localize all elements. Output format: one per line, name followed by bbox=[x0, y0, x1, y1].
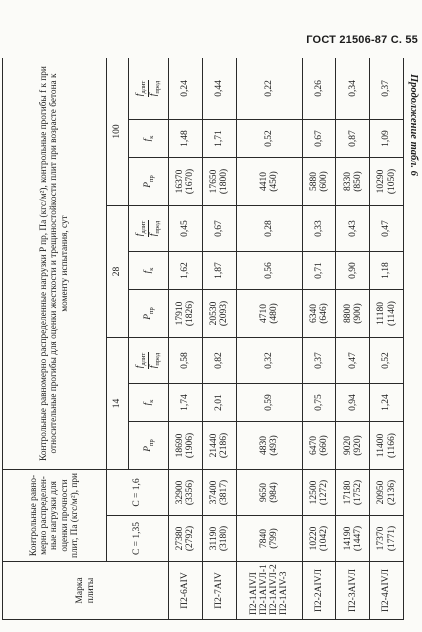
plate-mark-line: П2-6AIV bbox=[180, 572, 191, 609]
control-load-28-value: 6340 bbox=[308, 304, 319, 323]
deflection-14: 0,59 bbox=[236, 384, 302, 422]
control-load-14 bbox=[370, 422, 404, 470]
plate-mark-line: П2-7AIV bbox=[214, 572, 225, 609]
control-load-28 bbox=[169, 290, 203, 338]
ratio-fraction-100 bbox=[136, 80, 162, 98]
control-load-14-kgf: (493) bbox=[269, 435, 280, 456]
relative-deflection-100: 0,34 bbox=[336, 58, 370, 120]
ratio-num-100 bbox=[136, 80, 149, 98]
plate-mark-line: П2-1AIV-3 bbox=[279, 571, 290, 615]
control-load-14 bbox=[202, 422, 236, 470]
table-row bbox=[236, 58, 302, 620]
load-c135 bbox=[370, 516, 404, 562]
control-load-100-kgf: (600) bbox=[318, 171, 329, 192]
page-header: ГОСТ 21506-87 С. 55 bbox=[306, 34, 418, 46]
f-symbol-28-sub: к bbox=[147, 267, 155, 271]
deflection-28: 1,18 bbox=[370, 252, 404, 290]
ratio-den-base-100: f bbox=[149, 93, 159, 97]
f-symbol-100-base: f bbox=[142, 138, 153, 142]
relative-deflection-28: 0,28 bbox=[236, 206, 302, 252]
control-load-100-value: 8330 bbox=[342, 172, 353, 191]
control-load-100 bbox=[302, 158, 336, 206]
load-c135-kgf: (3180) bbox=[219, 525, 230, 552]
control-load-100 bbox=[202, 158, 236, 206]
f-symbol-100 bbox=[143, 136, 153, 142]
load-c16 bbox=[336, 470, 370, 516]
deflection-100: 1,09 bbox=[370, 120, 404, 158]
ratio-fraction-14 bbox=[136, 352, 162, 370]
relative-deflection-14: 0,52 bbox=[370, 338, 404, 384]
header-mark: Марка плиты bbox=[3, 562, 169, 620]
control-load-28 bbox=[236, 290, 302, 338]
control-load-100 bbox=[370, 158, 404, 206]
header-load-strength-text: Контрольные равно-мерно распределен-ные нагрузки для оценки прочности плит, Па (кгс/м²), при bbox=[29, 473, 80, 558]
plate-mark-line: П2-1AIVЛ-2 bbox=[269, 564, 280, 615]
control-load-28-kgf: (480) bbox=[269, 303, 280, 324]
plate-mark bbox=[236, 562, 302, 620]
control-load-100-kgf: (1670) bbox=[185, 168, 196, 195]
plate-mark-line: П2-2AIVЛ bbox=[313, 569, 324, 612]
header-ratio-100 bbox=[129, 58, 169, 120]
header-age-28: 28 bbox=[107, 206, 129, 338]
relative-deflection-28: 0,47 bbox=[370, 206, 404, 252]
f-symbol-14 bbox=[143, 400, 153, 406]
control-load-100-value: 10290 bbox=[376, 169, 387, 194]
control-load-14 bbox=[169, 422, 203, 470]
p-symbol-28-sub: пр bbox=[147, 307, 155, 314]
load-c135-value: 17370 bbox=[376, 526, 387, 551]
load-c135-kgf: (1447) bbox=[352, 525, 363, 552]
deflection-14: 2,01 bbox=[202, 384, 236, 422]
f-symbol-14-sub: к bbox=[147, 399, 155, 403]
header-age-14: 14 bbox=[107, 338, 129, 470]
control-load-28-value: 20530 bbox=[208, 301, 219, 326]
control-load-100-value: 17650 bbox=[208, 169, 219, 194]
ratio-num-sub-14: длит bbox=[139, 352, 147, 366]
ratio-num-base-28: f bbox=[134, 233, 145, 237]
control-load-14-value: 6470 bbox=[308, 436, 319, 455]
control-load-28 bbox=[370, 290, 404, 338]
control-load-28-kgf: (900) bbox=[352, 303, 363, 324]
f-symbol-14-base: f bbox=[142, 402, 153, 406]
plate-mark-line: П2-1AIVЛ-1 bbox=[258, 564, 269, 615]
control-load-100-value: 16370 bbox=[175, 169, 186, 194]
control-load-100-kgf: (850) bbox=[352, 171, 363, 192]
table-row bbox=[336, 58, 370, 620]
load-c16-kgf: (3817) bbox=[219, 479, 230, 506]
plate-mark bbox=[169, 562, 203, 620]
p-symbol-28 bbox=[143, 307, 153, 320]
f-symbol-28 bbox=[143, 268, 153, 274]
p-symbol-14-sub: пр bbox=[147, 439, 155, 446]
control-load-28-kgf: (646) bbox=[318, 303, 329, 324]
ratio-num-sub-28: длит bbox=[139, 220, 147, 234]
table-row bbox=[202, 58, 236, 620]
control-load-14 bbox=[236, 422, 302, 470]
control-load-14-value: 18690 bbox=[175, 433, 186, 458]
plate-mark-line: П2-4AIVЛ bbox=[381, 569, 392, 612]
load-c16-kgf: (3356) bbox=[185, 479, 196, 506]
rotated-table-frame bbox=[2, 58, 404, 620]
control-load-28-value: 4710 bbox=[258, 304, 269, 323]
table-row bbox=[370, 58, 404, 620]
plate-mark bbox=[336, 562, 370, 620]
load-c135-value: 14190 bbox=[342, 526, 353, 551]
header-ratio-14 bbox=[129, 338, 169, 384]
table-row bbox=[302, 58, 336, 620]
p-symbol-28-base: P bbox=[142, 313, 153, 320]
relative-deflection-14: 0,82 bbox=[202, 338, 236, 384]
load-c16-kgf: (2136) bbox=[386, 479, 397, 506]
control-load-28-value: 8800 bbox=[342, 304, 353, 323]
ratio-den-base-14: f bbox=[149, 365, 159, 369]
control-load-28-kgf: (2093) bbox=[219, 300, 230, 327]
load-c135-value: 31190 bbox=[208, 526, 219, 551]
load-c16-value: 37400 bbox=[208, 480, 219, 505]
control-load-14 bbox=[302, 422, 336, 470]
control-load-100 bbox=[236, 158, 302, 206]
control-load-100 bbox=[169, 158, 203, 206]
control-load-28-value: 11180 bbox=[376, 301, 387, 326]
control-load-28 bbox=[202, 290, 236, 338]
control-load-14 bbox=[336, 422, 370, 470]
control-load-14-kgf: (2186) bbox=[219, 432, 230, 459]
control-load-14-kgf: (660) bbox=[318, 435, 329, 456]
load-c135 bbox=[202, 516, 236, 562]
control-load-14-value: 9020 bbox=[342, 436, 353, 455]
header-load-strength bbox=[3, 470, 107, 562]
ratio-den-base-28: f bbox=[149, 233, 159, 237]
plate-mark bbox=[370, 562, 404, 620]
control-load-14-value: 4830 bbox=[258, 436, 269, 455]
load-c16-value: 17180 bbox=[342, 480, 353, 505]
f-symbol-28-base: f bbox=[142, 270, 153, 274]
control-load-14-value: 21440 bbox=[208, 433, 219, 458]
relative-deflection-100: 0,37 bbox=[370, 58, 404, 120]
deflection-14: 1,74 bbox=[169, 384, 203, 422]
plate-mark-line: П2-1AIVЛ bbox=[248, 572, 259, 615]
load-c135-kgf: (2792) bbox=[185, 525, 196, 552]
load-c135 bbox=[236, 516, 302, 562]
ratio-num-28 bbox=[136, 220, 149, 238]
header-p-14 bbox=[129, 422, 169, 470]
ratio-fraction-28 bbox=[136, 220, 162, 238]
relative-deflection-28: 0,67 bbox=[202, 206, 236, 252]
control-load-100 bbox=[336, 158, 370, 206]
load-c135-value: 27380 bbox=[175, 526, 186, 551]
load-c135-value: 7840 bbox=[258, 529, 269, 548]
deflection-100: 1,71 bbox=[202, 120, 236, 158]
load-c16 bbox=[202, 470, 236, 516]
control-load-28-kgf: (1140) bbox=[386, 301, 397, 326]
load-c135-value: 10220 bbox=[308, 526, 319, 551]
control-load-28-value: 17910 bbox=[175, 301, 186, 326]
relative-deflection-28: 0,33 bbox=[302, 206, 336, 252]
header-f-100 bbox=[129, 120, 169, 158]
p-symbol-100-sub: пр bbox=[147, 175, 155, 182]
control-load-28-kgf: (1826) bbox=[185, 300, 196, 327]
ratio-num-sub-100: длит bbox=[139, 80, 147, 94]
control-load-28 bbox=[336, 290, 370, 338]
deflection-14: 1,24 bbox=[370, 384, 404, 422]
control-load-14-kgf: (1906) bbox=[185, 432, 196, 459]
load-c16-value: 9650 bbox=[258, 483, 269, 502]
deflection-28: 1,62 bbox=[169, 252, 203, 290]
relative-deflection-28: 0,43 bbox=[336, 206, 370, 252]
control-load-14-kgf: (920) bbox=[352, 435, 363, 456]
control-load-14-kgf: (1166) bbox=[386, 433, 397, 458]
header-c16: C = 1,6 bbox=[107, 470, 169, 516]
control-load-100-value: 4410 bbox=[258, 172, 269, 191]
ratio-den-sub-28: пред bbox=[153, 220, 161, 234]
table-body bbox=[169, 58, 404, 620]
f-symbol-100-sub: к bbox=[147, 135, 155, 139]
control-load-28 bbox=[302, 290, 336, 338]
load-c135 bbox=[336, 516, 370, 562]
deflection-28: 0,71 bbox=[302, 252, 336, 290]
deflection-100: 0,52 bbox=[236, 120, 302, 158]
deflection-14: 0,75 bbox=[302, 384, 336, 422]
load-c16-kgf: (1272) bbox=[318, 479, 329, 506]
continuation-label: Продолжение табл. 6 bbox=[408, 74, 419, 176]
ratio-den-sub-14: пред bbox=[153, 352, 161, 366]
header-p-28 bbox=[129, 290, 169, 338]
relative-deflection-14: 0,47 bbox=[336, 338, 370, 384]
deflection-28: 0,56 bbox=[236, 252, 302, 290]
ratio-den-14 bbox=[149, 352, 161, 369]
relative-deflection-100: 0,24 bbox=[169, 58, 203, 120]
load-c16 bbox=[302, 470, 336, 516]
rotated-table-inner bbox=[2, 58, 404, 620]
relative-deflection-14: 0,58 bbox=[169, 338, 203, 384]
header-c135: C = 1,35 bbox=[107, 516, 169, 562]
deflection-14: 0,94 bbox=[336, 384, 370, 422]
table-header bbox=[3, 58, 169, 620]
ratio-num-14 bbox=[136, 352, 149, 370]
ratio-den-28 bbox=[149, 220, 161, 237]
plate-mark bbox=[302, 562, 336, 620]
load-c135-kgf: (1771) bbox=[386, 525, 397, 552]
header-p-100 bbox=[129, 158, 169, 206]
relative-deflection-14: 0,37 bbox=[302, 338, 336, 384]
load-c16-value: 20950 bbox=[376, 480, 387, 505]
deflection-28: 0,90 bbox=[336, 252, 370, 290]
load-c16 bbox=[236, 470, 302, 516]
deflection-100: 1,48 bbox=[169, 120, 203, 158]
ratio-num-base-14: f bbox=[134, 365, 145, 369]
header-f-28 bbox=[129, 252, 169, 290]
deflection-100: 0,67 bbox=[302, 120, 336, 158]
p-symbol-14-base: P bbox=[142, 445, 153, 452]
table-row bbox=[169, 58, 203, 620]
header-age-100: 100 bbox=[107, 58, 129, 206]
header-ratio-28 bbox=[129, 206, 169, 252]
p-symbol-14 bbox=[143, 439, 153, 452]
deflection-28: 1,87 bbox=[202, 252, 236, 290]
relative-deflection-100: 0,44 bbox=[202, 58, 236, 120]
deflection-100: 0,87 bbox=[336, 120, 370, 158]
p-symbol-100 bbox=[143, 175, 153, 188]
load-c16-kgf: (984) bbox=[269, 482, 280, 503]
load-c16-value: 12500 bbox=[308, 480, 319, 505]
load-c135-kgf: (799) bbox=[269, 528, 280, 549]
control-load-14-value: 11400 bbox=[376, 433, 387, 458]
load-c135 bbox=[302, 516, 336, 562]
load-c16 bbox=[370, 470, 404, 516]
p-symbol-100-base: P bbox=[142, 181, 153, 188]
load-c16-kgf: (1752) bbox=[352, 479, 363, 506]
load-c135-kgf: (1042) bbox=[318, 525, 329, 552]
plate-mark-line: П2-3AIVЛ bbox=[347, 569, 358, 612]
relative-deflection-14: 0,32 bbox=[236, 338, 302, 384]
load-c16-value: 32900 bbox=[175, 480, 186, 505]
ratio-den-sub-100: пред bbox=[153, 80, 161, 94]
control-load-100-kgf: (1800) bbox=[219, 168, 230, 195]
ratio-num-base-100: f bbox=[134, 93, 145, 97]
control-load-100-kgf: (450) bbox=[269, 171, 280, 192]
plate-mark bbox=[202, 562, 236, 620]
header-f-14 bbox=[129, 384, 169, 422]
header-group bbox=[3, 58, 107, 470]
control-load-100-kgf: (1050) bbox=[386, 168, 397, 195]
relative-deflection-100: 0,26 bbox=[302, 58, 336, 120]
ratio-den-100 bbox=[149, 80, 161, 97]
relative-deflection-100: 0,22 bbox=[236, 58, 302, 120]
header-group-text: Контрольные равномерно распределенные нагрузки P пр, Па (кгс/м²), контрольные прогибы f к при относительные прогибы для оценки жесткости и трещиностойкости плит при возрасте бетона к моменту испытания, сут bbox=[39, 66, 70, 461]
load-c16 bbox=[169, 470, 203, 516]
control-load-100-value: 5880 bbox=[308, 172, 319, 191]
load-c135 bbox=[169, 516, 203, 562]
load-table bbox=[2, 58, 404, 620]
relative-deflection-28: 0,45 bbox=[169, 206, 203, 252]
